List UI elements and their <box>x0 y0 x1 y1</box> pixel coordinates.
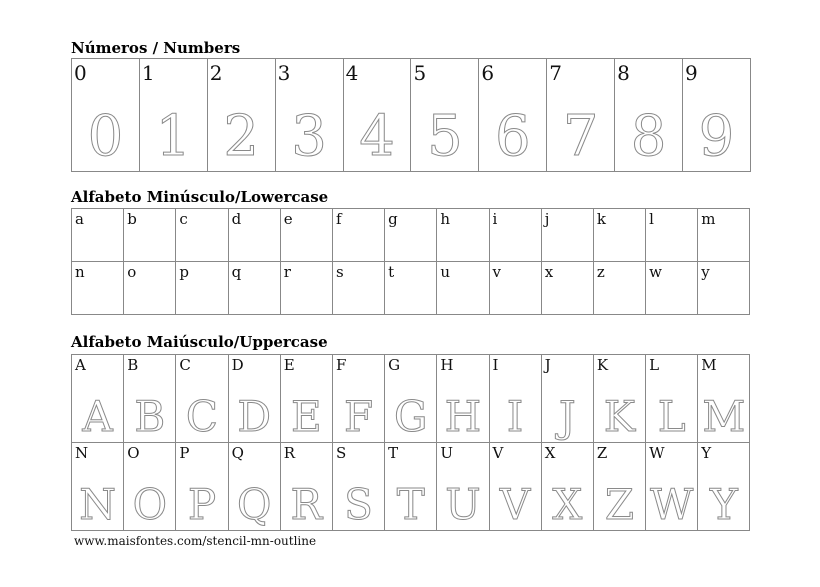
number-cell-9-label: 9 <box>685 61 698 85</box>
uppercase-cell-Y-label: Y <box>701 444 712 462</box>
uppercase-cell-U <box>437 443 489 531</box>
uppercase-cell-Q-label: Q <box>231 444 244 462</box>
lowercase-cell-h-label: h <box>440 210 450 228</box>
number-cell-5 <box>411 59 479 172</box>
lowercase-cell-t <box>385 262 437 315</box>
uppercase-cell-Q <box>229 443 281 531</box>
lowercase-cell-g <box>385 209 437 262</box>
lowercase-cell-q-label: q <box>231 263 242 281</box>
lowercase-cell-j-label: j <box>544 210 550 228</box>
lowercase-cell-e <box>281 209 333 262</box>
uppercase-cell-S-label: S <box>335 444 347 462</box>
lowercase-cell-k-label: k <box>596 210 606 228</box>
number-cell-5-label: 5 <box>413 61 427 85</box>
number-cell-4-glyph: 4 <box>359 104 395 169</box>
numbers-title: Números / Numbers <box>71 39 241 57</box>
number-cell-3-glyph: 3 <box>291 104 327 169</box>
lowercase-cell-c-label: c <box>179 210 188 228</box>
uppercase-cell-X-label: X <box>544 444 556 462</box>
uppercase-cell-H-label: H <box>440 356 454 374</box>
number-cell-7-label: 7 <box>549 61 562 85</box>
number-cell-4-label: 4 <box>345 61 359 85</box>
uppercase-cell-D <box>229 355 281 443</box>
number-cell-7-glyph: 7 <box>562 104 599 169</box>
uppercase-cell-Y <box>698 443 750 531</box>
uppercase-cell-O-glyph: O <box>132 480 167 529</box>
lowercase-cell-n <box>72 262 124 315</box>
uppercase-cell-M-label: M <box>701 356 717 374</box>
lowercase-cell-h <box>437 209 489 262</box>
uppercase-cell-C <box>176 355 228 443</box>
number-cell-6-glyph: 6 <box>494 104 531 169</box>
uppercase-cell-V <box>490 443 542 531</box>
lowercase-cell-s <box>333 262 385 315</box>
lowercase-cell-i-label: i <box>492 210 498 228</box>
lowercase-cell-i <box>490 209 542 262</box>
number-cell-4 <box>344 59 412 172</box>
lowercase-cell-r-label: r <box>283 263 291 281</box>
uppercase-cell-M-glyph: M <box>702 392 746 441</box>
lowercase-cell-b-label: b <box>127 210 137 228</box>
uppercase-cell-L <box>646 355 698 443</box>
number-cell-0-glyph: 0 <box>87 104 124 169</box>
lowercase-cell-u-label: u <box>440 263 450 281</box>
lowercase-cell-a <box>72 209 124 262</box>
number-cell-0 <box>72 59 140 172</box>
number-cell-3 <box>276 59 344 172</box>
uppercase-cell-J <box>542 355 594 443</box>
uppercase-cell-S-glyph: S <box>344 480 373 529</box>
number-cell-9 <box>683 59 751 172</box>
uppercase-cell-E <box>281 355 333 443</box>
uppercase-cell-G-glyph: G <box>393 392 428 441</box>
lowercase-cell-y-label: y <box>701 263 710 281</box>
number-cell-3-label: 3 <box>277 61 291 85</box>
lowercase-cell-v <box>490 262 542 315</box>
number-cell-1-glyph: 1 <box>155 104 192 169</box>
number-cell-5-glyph: 5 <box>427 104 463 169</box>
uppercase-cell-Y-glyph: Y <box>709 480 738 529</box>
lowercase-cell-u <box>437 262 489 315</box>
uppercase-cell-M <box>698 355 750 443</box>
uppercase-cell-P <box>176 443 228 531</box>
lowercase-cell-o <box>124 262 176 315</box>
uppercase-cell-T-label: T <box>388 444 399 462</box>
number-cell-1 <box>140 59 208 172</box>
uppercase-cell-L-glyph: L <box>657 392 686 441</box>
number-cell-8 <box>615 59 683 172</box>
number-cell-7 <box>547 59 615 172</box>
uppercase-cell-B-glyph: B <box>134 392 166 441</box>
uppercase-cell-Z-glyph: Z <box>604 480 635 529</box>
uppercase-cell-Z <box>594 443 646 531</box>
uppercase-cell-W-glyph: W <box>650 480 694 529</box>
lowercase-cell-b <box>124 209 176 262</box>
number-cell-9-glyph: 9 <box>698 104 735 169</box>
lowercase-cell-s-label: s <box>335 263 344 281</box>
uppercase-cell-I-label: I <box>492 356 499 374</box>
lowercase-cell-y <box>698 262 750 315</box>
lowercase-cell-q <box>229 262 281 315</box>
uppercase-cell-L-label: L <box>649 356 660 374</box>
lowercase-cell-d <box>229 209 281 262</box>
uppercase-cell-F-glyph: F <box>343 392 374 441</box>
lowercase-cell-j <box>542 209 594 262</box>
numbers-grid <box>71 58 751 172</box>
uppercase-cell-A-label: A <box>75 356 86 374</box>
lowercase-cell-p <box>176 262 228 315</box>
uppercase-cell-K <box>594 355 646 443</box>
lowercase-cell-v-label: v <box>492 263 501 281</box>
uppercase-cell-X <box>542 443 594 531</box>
lowercase-cell-l <box>646 209 698 262</box>
lowercase-cell-n-label: n <box>75 263 85 281</box>
number-cell-1-label: 1 <box>141 61 155 85</box>
lowercase-cell-k <box>594 209 646 262</box>
lowercase-cell-d-label: d <box>231 210 242 228</box>
lowercase-cell-w <box>646 262 698 315</box>
uppercase-cell-U-glyph: U <box>445 480 481 529</box>
uppercase-cell-J-label: J <box>544 356 551 374</box>
uppercase-cell-X-glyph: X <box>552 480 583 529</box>
lowercase-cell-z-label: z <box>596 263 605 281</box>
uppercase-cell-N-label: N <box>75 444 89 462</box>
uppercase-cell-D-label: D <box>231 356 244 374</box>
number-cell-6 <box>479 59 547 172</box>
uppercase-cell-S <box>333 443 385 531</box>
uppercase-cell-P-glyph: P <box>187 480 217 529</box>
lowercase-cell-a-label: a <box>75 210 84 228</box>
lowercase-cell-p-label: p <box>179 263 189 281</box>
uppercase-cell-D-glyph: D <box>237 392 271 441</box>
number-cell-8-glyph: 8 <box>630 104 667 169</box>
lowercase-cell-e-label: e <box>283 210 293 228</box>
uppercase-grid <box>71 354 750 531</box>
uppercase-cell-E-glyph: E <box>291 392 322 441</box>
uppercase-cell-V-label: V <box>492 444 504 462</box>
uppercase-cell-T <box>385 443 437 531</box>
uppercase-cell-K-label: K <box>596 356 609 374</box>
number-cell-2-glyph: 2 <box>223 104 260 169</box>
uppercase-cell-I <box>490 355 542 443</box>
uppercase-cell-I-glyph: I <box>506 392 524 441</box>
uppercase-cell-N-glyph: N <box>79 480 116 529</box>
uppercase-cell-H <box>437 355 489 443</box>
lowercase-cell-r <box>281 262 333 315</box>
lowercase-grid <box>71 208 750 315</box>
uppercase-cell-Q-glyph: Q <box>236 480 272 529</box>
uppercase-cell-N <box>72 443 124 531</box>
number-cell-2 <box>208 59 276 172</box>
uppercase-cell-R-label: R <box>283 444 296 462</box>
uppercase-cell-V-glyph: V <box>499 480 531 529</box>
lowercase-cell-z <box>594 262 646 315</box>
uppercase-cell-O <box>124 443 176 531</box>
uppercase-cell-H-glyph: H <box>444 392 482 441</box>
lowercase-cell-m <box>698 209 750 262</box>
uppercase-cell-P-label: P <box>179 444 190 462</box>
lowercase-cell-f <box>333 209 385 262</box>
lowercase-cell-l-label: l <box>649 210 654 228</box>
uppercase-cell-G <box>385 355 437 443</box>
uppercase-cell-R-glyph: R <box>290 480 323 529</box>
lowercase-cell-c <box>176 209 228 262</box>
uppercase-cell-G-label: G <box>388 356 401 374</box>
uppercase-cell-Z-label: Z <box>596 444 608 462</box>
uppercase-cell-O-label: O <box>127 444 140 462</box>
uppercase-cell-E-label: E <box>283 356 295 374</box>
uppercase-cell-U-label: U <box>440 444 453 462</box>
uppercase-cell-K-glyph: K <box>603 392 636 441</box>
uppercase-cell-F <box>333 355 385 443</box>
lowercase-cell-w-label: w <box>649 263 662 281</box>
lowercase-cell-x-label: x <box>544 263 554 281</box>
uppercase-cell-B-label: B <box>127 356 139 374</box>
uppercase-cell-W <box>646 443 698 531</box>
lowercase-cell-o-label: o <box>127 263 137 281</box>
uppercase-cell-J-glyph: J <box>558 392 576 441</box>
number-cell-8-label: 8 <box>617 61 630 85</box>
lowercase-title: Alfabeto Minúsculo/Lowercase <box>71 188 329 206</box>
lowercase-cell-t-label: t <box>388 263 395 281</box>
uppercase-cell-A-glyph: A <box>82 392 113 441</box>
lowercase-cell-f-label: f <box>335 210 342 228</box>
uppercase-cell-C-label: C <box>179 356 191 374</box>
uppercase-cell-C-glyph: C <box>185 392 219 441</box>
number-cell-0-label: 0 <box>74 61 87 85</box>
uppercase-cell-F-label: F <box>335 356 347 374</box>
uppercase-cell-B <box>124 355 176 443</box>
lowercase-cell-g-label: g <box>388 210 398 228</box>
uppercase-cell-W-label: W <box>649 444 665 462</box>
lowercase-cell-x <box>542 262 594 315</box>
uppercase-cell-A <box>72 355 124 443</box>
uppercase-cell-T-glyph: T <box>396 480 425 529</box>
uppercase-cell-R <box>281 443 333 531</box>
uppercase-title: Alfabeto Maiúsculo/Uppercase <box>71 333 328 351</box>
lowercase-cell-m-label: m <box>701 210 716 228</box>
footer-url: www.maisfontes.com/stencil-mn-outline <box>74 534 317 548</box>
number-cell-6-label: 6 <box>481 61 495 85</box>
number-cell-2-label: 2 <box>209 61 223 85</box>
